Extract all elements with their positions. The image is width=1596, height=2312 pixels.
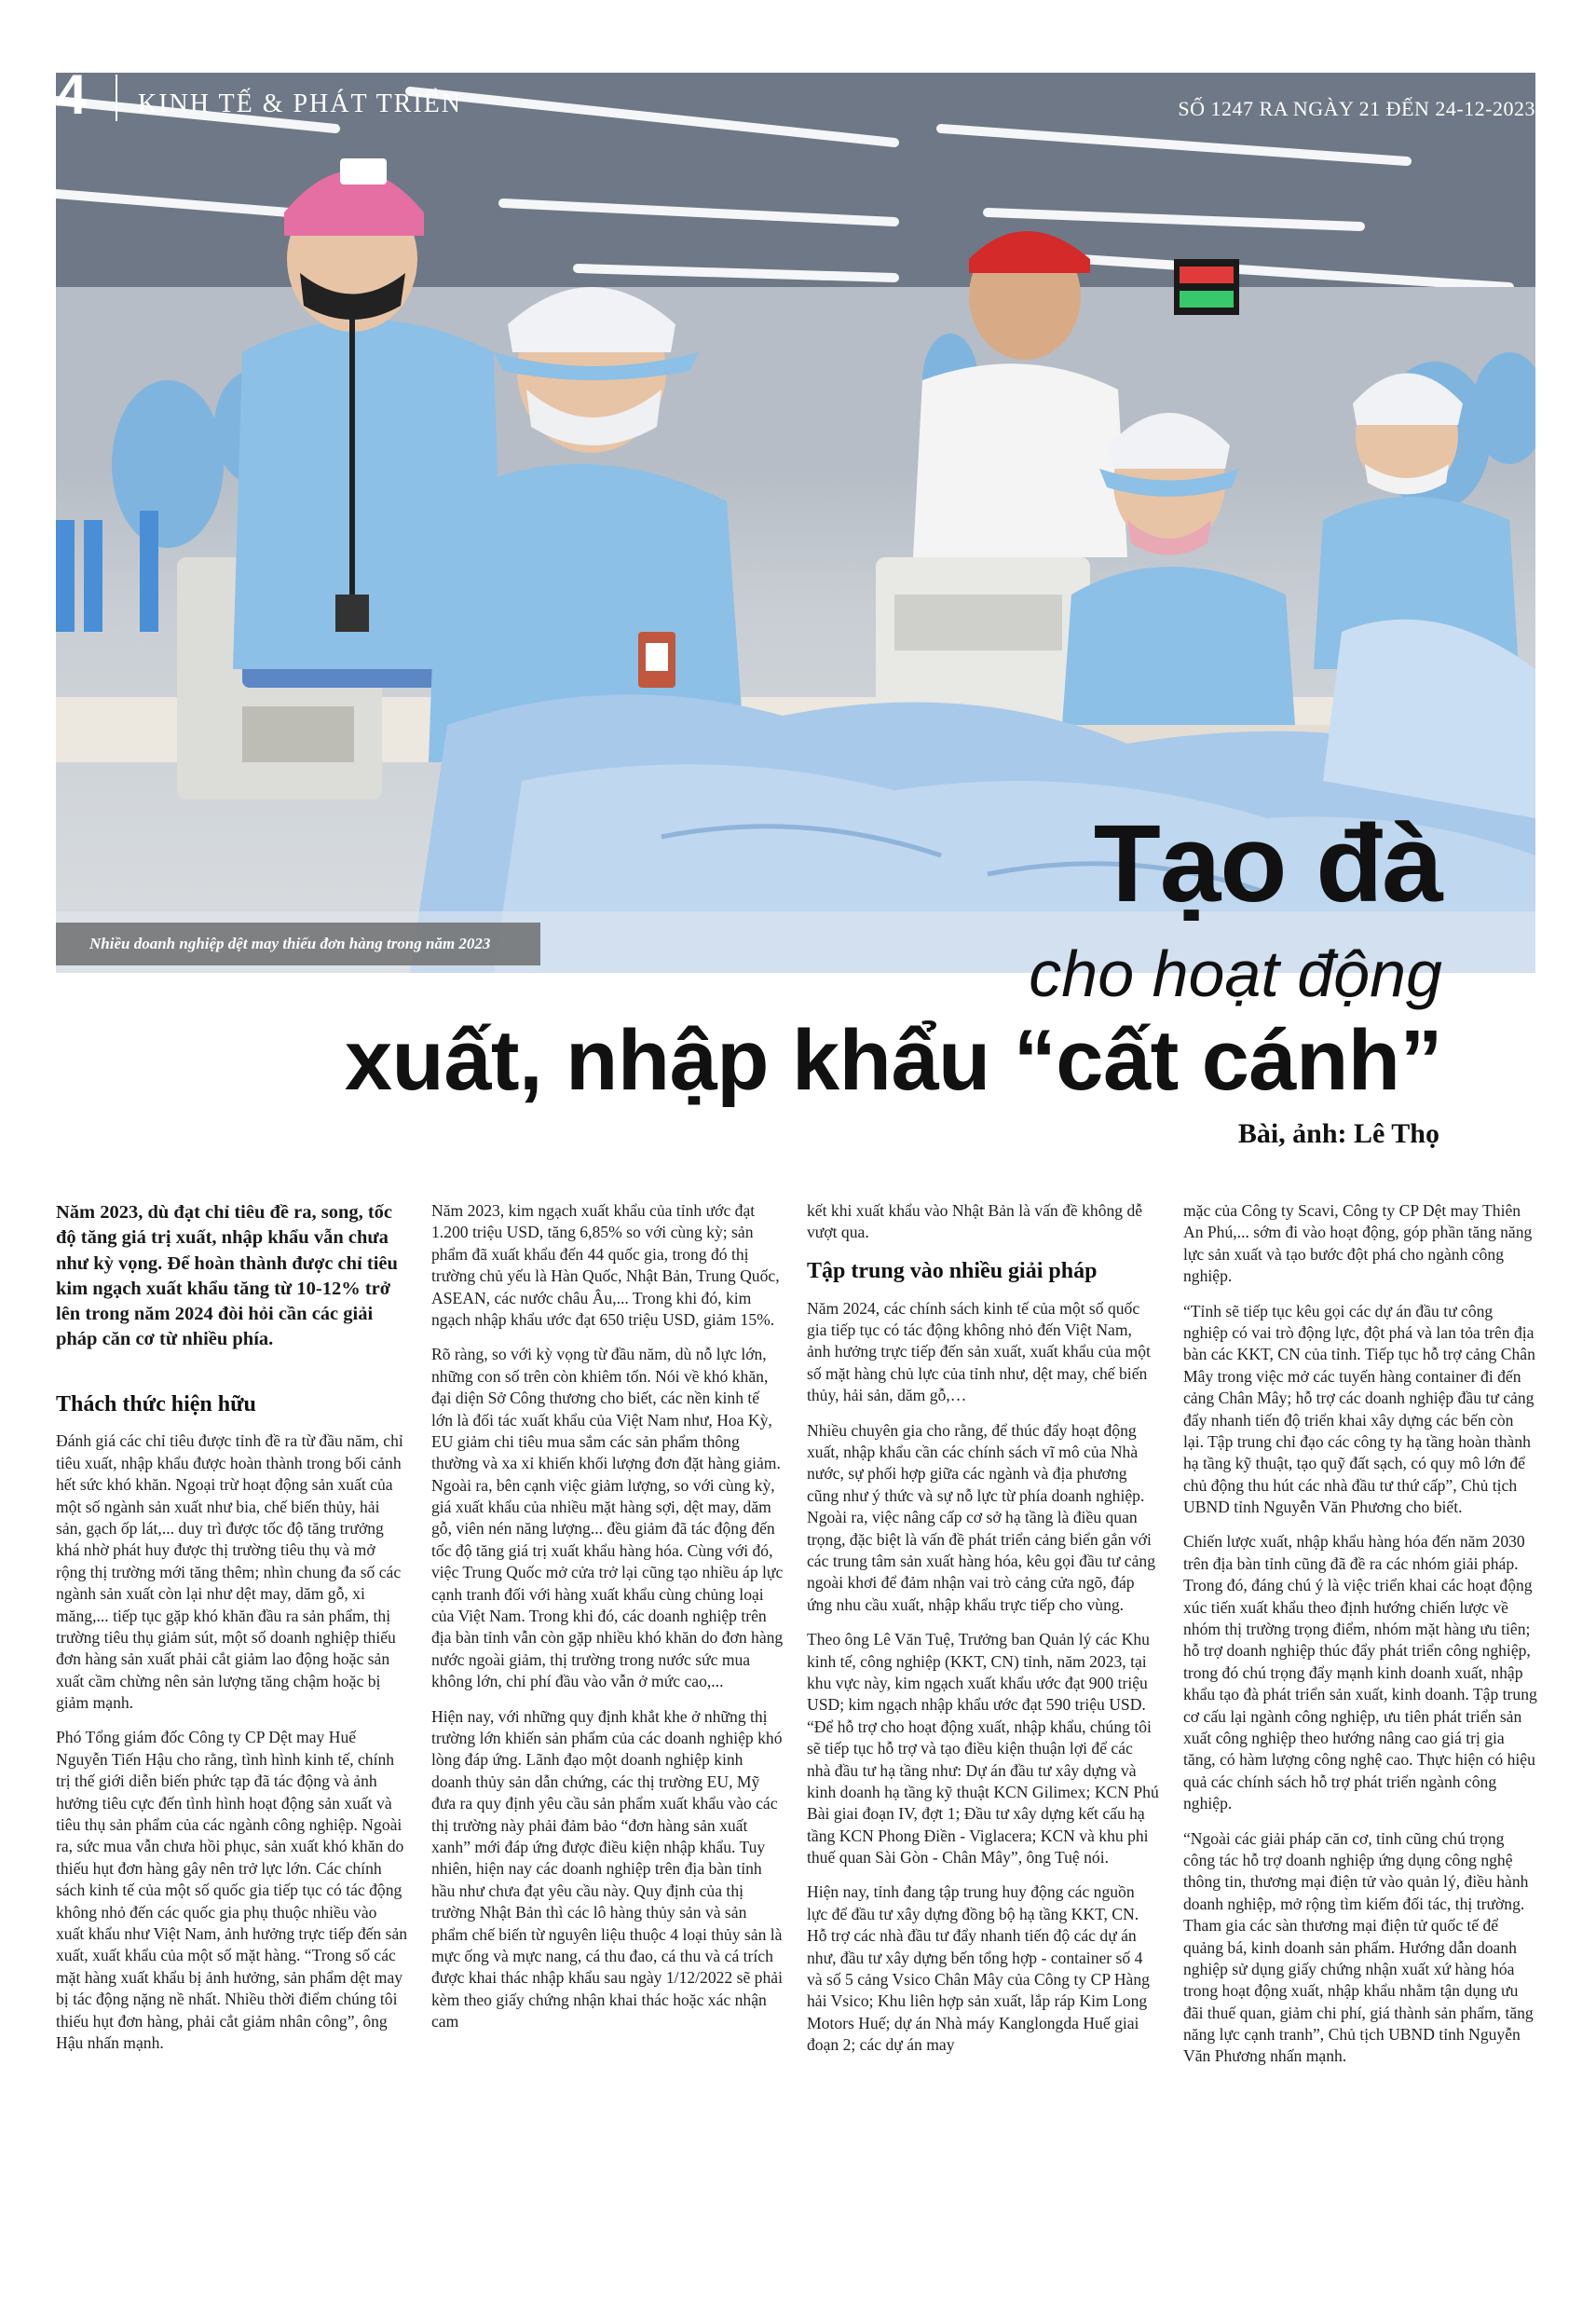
paragraph: Năm 2024, các chính sách kinh tế của một số quốc gia tiếp tục có tác động không nhỏ đến Việt Nam, ảnh hưởng trực tiếp đến sản xuất, xuất khẩu của một số mặt hàng chủ lực của tỉnh như, dệt may, chế biến thủy, hải sản, dăm gỗ,…	[807, 1298, 1151, 1405]
column-4	[1183, 1200, 1537, 2081]
subheading-challenges: Thách thức hiện hữu	[56, 1391, 256, 1416]
paragraph: Đánh giá các chỉ tiêu được tỉnh đề ra từ đầu năm, chỉ tiêu xuất, nhập khẩu được hoàn thành trong bối cảnh hết sức khó khăn. Ngoại trừ hoạt động sản xuất của một số ngành sản xuất như bia, chế biến thủy, hải sản, gạch ốp lát,... duy trì được tốc độ tăng trưởng khá nhờ phát huy được thị trường tiêu thụ và mở rộng thị trường mới tăng thêm; nhìn chung đa số các ngành sản xuất còn lại như dệt may, dăm gỗ, xi măng,... tiếp tục gặp khó khăn đầu ra sản phẩm, thị trường tiêu thụ giảm sút, một số doanh nghiệp thiếu đơn hàng sản xuất phải cắt giảm lao động hoặc sản xuất cầm chừng nên sản lượng tăng chậm hoặc bị giảm mạnh.	[56, 1431, 403, 1713]
paragraph: Chiến lược xuất, nhập khẩu hàng hóa đến năm 2030 trên địa bàn tỉnh cũng đã đề ra các nhóm giải pháp. Trong đó, đáng chú ý là việc triển khai các hoạt động xúc tiến xuất khẩu theo định hướng chiến lược về nhóm thị trường trọng điểm, nhóm mặt hàng ưu tiên; hỗ trợ doanh nghiệp thúc đẩy phát triển công nghiệp, trong đó chú trọng đẩy mạnh kinh doanh xuất, nhập khẩu tạo đà phát triển sản xuất, kinh doanh. Tập trung cơ cấu lại ngành công nghiệp, ưu tiên phát triển sản xuất công nghiệp theo hướng nâng cao giá trị gia tăng, có hàm lượng công nghệ cao. Thực hiện có hiệu quả các chính sách hỗ trợ phát triển ngành công nghiệp.	[1183, 1532, 1537, 1813]
paragraph: “Tỉnh sẽ tiếp tục kêu gọi các dự án đầu tư công nghiệp có vai trò động lực, đột phá và lan tỏa trên địa bàn các KKT, CN của tỉnh. Tiếp tục hỗ trợ cảng Chân Mây trong việc mở các tuyến hàng container đi đến cảng Chân Mây; hỗ trợ các doanh nghiệp đầu tư cảng đẩy nhanh tiến độ triển khai xây dựng các bến còn lại. Tập trung chỉ đạo các công ty hạ tầng hoàn thành hạ tầng kỹ thuật, tạo quỹ đất sạch, có quy mô lớn để chủ động thu hút các nhà đầu tư thứ cấp”, Chủ tịch UBND tỉnh Nguyễn Văn Phương cho biết.	[1183, 1301, 1535, 1517]
paragraph: mặc của Công ty Scavi, Công ty CP Dệt may Thiên An Phú,... sớm đi vào hoạt động, góp phần tăng năng lực sản xuất và tạo bước đột phá cho ngành công nghiệp.	[1183, 1201, 1533, 1286]
title-line-2: cho hoạt động	[1029, 937, 1442, 1010]
sewing-machine-middle	[876, 557, 1090, 716]
title-line-3: xuất, nhập khẩu “cất cánh”	[344, 1013, 1442, 1108]
paragraph: Rõ ràng, so với kỳ vọng từ đầu năm, dù nỗ lực lớn, những con số trên còn khiêm tốn. Nói về khó khăn, đại diện Sở Công thương cho biết, các nền kinh tế lớn là đối tác xuất khẩu của Việt Nam như, Hoa Kỳ, EU giảm chi tiêu mua sắm các sản phẩm thông thường và xa xỉ khiến khối lượng đơn đặt hàng giảm. Ngoài ra, bên cạnh việc giảm lượng, so với cùng kỳ, giá xuất khẩu của nhiều mặt hàng sợi, dệt may, dăm gỗ, viên nén năng lượng... đều giảm đã tác động đến tốc độ tăng giá trị xuất khẩu hàng hóa. Cùng với đó, việc Trung Quốc mở cửa trở lại cũng tạo nhiều áp lực cạnh tranh đối với hàng xuất khẩu cùng chủng loại của Việt Nam. Trong khi đó, các doanh nghiệp trên địa bàn tỉnh vẫn còn gặp nhiều khó khăn do đơn hàng nước ngoài giảm, thị trường trong nước sức mua không lớn, chi phí đầu vào vẫn ở mức cao,...	[431, 1345, 784, 1691]
column-2	[431, 1200, 784, 2045]
paragraph: Nhiều chuyên gia cho rằng, để thúc đẩy hoạt động xuất, nhập khẩu cần các chính sách vĩ mô của Nhà nước, sự phối hợp giữa các ngành và địa phương cũng như ý thức và sự nỗ lực từ phía doanh nghiệp. Ngoài ra, việc nâng cấp cơ sở hạ tầng là điều quan trọng, đặc biệt là vấn đề phát triển cảng biển gắn với các trung tâm sản xuất hàng hóa, kêu gọi đầu tư cảng ngoài khơi để đảm nhận vai trò cảng cửa ngõ, đáp ứng nhu cầu xuất, nhập khẩu trực tiếp cho vùng.	[807, 1420, 1155, 1614]
lead-paragraph: Năm 2023, dù đạt chỉ tiêu đề ra, song, tốc độ tăng giá trị xuất, nhập khẩu vẫn chưa như kỳ vọng. Để hoàn thành được chỉ tiêu kim ngạch xuất khẩu tăng từ 10-12% trở lên trong năm 2024 đòi hỏi cần các giải pháp căn cơ từ nhiều phía.	[56, 1202, 398, 1350]
issue-info: SỐ 1247 RA NGÀY 21 ĐẾN 24-12-2023	[1178, 97, 1535, 120]
header-divider	[116, 75, 117, 121]
paragraph: Theo ông Lê Văn Tuệ, Trưởng ban Quản lý các Khu kinh tế, công nghiệp (KKT, CN) tỉnh, năm 2023, tại khu vực này, kim ngạch xuất khẩu ước đạt 900 triệu USD; kim ngạch nhập khẩu ước đạt 590 triệu USD. “Để hỗ trợ cho hoạt động xuất, nhập khẩu, chúng tôi sẽ tiếp tục hỗ trợ và tạo điều kiện thuận lợi để các nhà đầu tư hạ tầng như: Dự án đầu tư xây dựng và kinh doanh hạ tầng kỹ thuật KCN Gilimex; KCN Phú Bài giai đoạn IV, đợt 1; Đầu tư xây dựng kết cấu hạ tầng KCN Phong Điền - Viglacera; KCN và khu phi thuế quan Sài Gòn - Chân Mây”, ông Tuệ nói.	[807, 1630, 1159, 1867]
paragraph: Năm 2023, kim ngạch xuất khẩu của tỉnh ước đạt 1.200 triệu USD, tăng 6,85% so với cùng kỳ; sản phẩm đã xuất khẩu đến 44 quốc gia, trong đó thị trường chủ yếu là Hàn Quốc, Nhật Bản, Trung Quốc, ASEAN, các nước châu Âu,... Trong khi đó, kim ngạch nhập khẩu ước đạt 650 triệu USD, giảm 15%.	[431, 1201, 780, 1329]
paragraph: Hiện nay, với những quy định khắt khe ở những thị trường lớn khiến sản phẩm của các doanh nghiệp khó lòng đáp ứng. Lãnh đạo một doanh nghiệp kinh doanh thủy sản dẫn chứng, các thị trường EU, Mỹ đưa ra quy định yêu cầu sản phẩm xuất khẩu vào các thị trường này phải đảm bảo “đơn hàng sản xuất xanh” mới đáp ứng được điều kiện nhập khẩu. Tuy nhiên, hiện nay các doanh nghiệp trên địa bàn tỉnh hầu như chưa đạt yêu cầu này. Quy định của thị trường Nhật Bản thì các lô hàng thủy sản và sản phẩm chế biến từ nguyên liệu thuộc 4 loại thủy sản là mực ống và mực nang, cá thu đao, cá thu và cá trích được khai thác nhập khẩu sau ngày 1/12/2022 sẽ phải kèm theo giấy chứng nhận khai thác hoặc xác nhận cam	[431, 1706, 783, 2032]
paragraph: Hiện nay, tỉnh đang tập trung huy động các nguồn lực để đầu tư xây dựng đồng bộ hạ tầng KKT, CN. Hỗ trợ các nhà đầu tư đẩy nhanh tiến độ các dự án như, đầu tư xây dựng bến tổng hợp - container số 4 và số 5 cảng Vsico Chân Mây của Công ty CP Hàng hải Vsico; Khu liên hợp sản xuất, lắp ráp Kim Long Motors Huế; dự án Nhà máy Kanglongda Huế giai đoạn 2; các dự án may	[807, 1882, 1150, 2055]
paragraph: Phó Tổng giám đốc Công ty CP Dệt may Huế Nguyễn Tiến Hậu cho rằng, tình hình kinh tế, chính trị thế giới diễn biến phức tạp đã tác động và ảnh hưởng tiêu cực đến tình hình hoạt động sản xuất và tiêu thụ sản phẩm của các ngành công nghiệp. Ngoài ra, sức mua vẫn chưa hồi phục, sản xuất khó khăn do thiếu hụt đơn hàng gây nên trở lực lớn. Các chính sách kinh tế của một số quốc gia tiếp tục có tác động không nhỏ đến các quốc gia phụ thuộc nhiều vào xuất khẩu như Việt Nam, ảnh hưởng trực tiếp đến sản xuất, xuất khẩu của một số mặt hàng. “Trong số các mặt hàng xuất khẩu bị ảnh hưởng, sản phẩm dệt may bị tác động nặng nề nhất. Nhiều thời điểm chúng tôi thiếu hụt đơn hàng, phải cắt giảm nhân công”, ông Hậu nhấn mạnh.	[56, 1728, 408, 2052]
section-name: KINH TẾ & PHÁT TRIỂN	[138, 89, 462, 118]
thread-spools	[56, 511, 158, 632]
title-line-1: Tạo đà	[1093, 802, 1442, 925]
column-1	[56, 1200, 408, 2067]
photo-caption: Nhiều doanh nghiệp dệt may thiếu đơn hàng trong năm 2023	[56, 923, 540, 965]
paragraph: kết khi xuất khẩu vào Nhật Bản là vấn đề không dễ vượt qua.	[807, 1201, 1143, 1242]
byline: Bài, ảnh: Lê Thọ	[1237, 1118, 1439, 1149]
column-3	[807, 1200, 1159, 2070]
paragraph: “Ngoài các giải pháp căn cơ, tỉnh cũng chú trọng công tác hỗ trợ doanh nghiệp ứng dụng công nghệ thông tin, thương mại điện tử vào quản lý, điều hành doanh nghiệp, mở rộng tìm kiếm đối tác, thị trường. Tham gia các sàn thương mại điện tử quốc tế để quảng bá, kinh doanh sản phẩm. Hướng dẫn doanh nghiệp sử dụng giấy chứng nhận xuất xứ hàng hóa trong hoạt động xuất, nhập khẩu nhằm tận dụng ưu đãi thuế quan, giảm chi phí, giá thành sản phẩm, tăng năng lực cạnh tranh”, Chủ tịch UBND tỉnh Nguyễn Văn Phương nhấn mạnh.	[1183, 1828, 1534, 2066]
subheading-solutions: Tập trung vào nhiều giải pháp	[807, 1258, 1098, 1283]
page-number: 4	[56, 63, 88, 126]
